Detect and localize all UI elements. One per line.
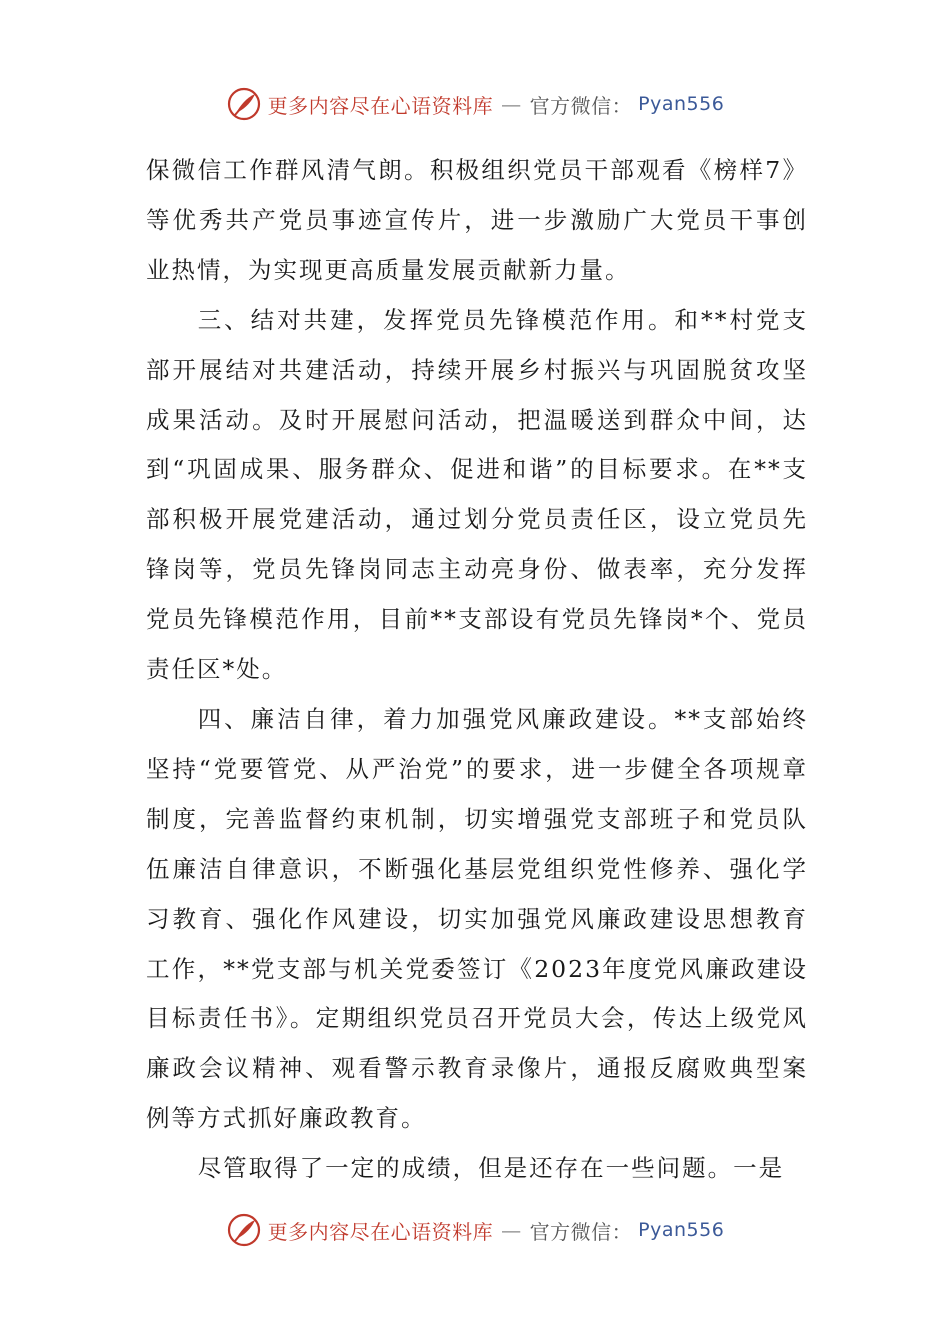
watermark-dash: — — [501, 1218, 522, 1242]
feather-pen-icon — [226, 1212, 262, 1248]
paragraph-1: 保微信工作群风清气朗。积极组织党员干部观看《榜样7》等优秀共产党员事迹宣传片，进一步激励广大党员干事创业热情，为实现更高质量发展贡献新力量。 — [146, 156, 808, 284]
feather-pen-icon — [226, 86, 262, 122]
watermark-wechat-id: Pyan556 — [638, 93, 725, 115]
paragraph-4: 尽管取得了一定的成绩，但是还存在一些问题。一是 — [197, 1154, 785, 1183]
watermark-label: 官方微信： — [529, 93, 633, 118]
watermark-label: 官方微信： — [529, 1219, 633, 1244]
watermark-site-text: 更多内容尽在心语资料库 — [267, 93, 494, 118]
paragraph-3: 四、廉洁自律，着力加强党风廉政建设。**支部始终坚持“党要管党、从严治党”的要求，进一步健全各项规章制度，完善监督约束机制，切实增强党支部班子和党员队伍廉洁自律意识，不断强化基层党组织党性修养、强化学习教育、强化作风建设，切实加强党风廉政建设思想教育工作，**党支部与机关党委签订《2023年度党风廉政建设目标责任书》。定期组织党员召开党员大会，传达上级党风廉政会议精神、观看警示教育录像片，通报反腐败典型案例等方式抓好廉政教育。 — [146, 704, 808, 1133]
paragraph-2: 三、结对共建，发挥党员先锋模范作用。和**村党支部开展结对共建活动，持续开展乡村振兴与巩固脱贫攻坚成果活动。及时开展慰问活动，把温暖送到群众中间，达到“巩固成果、服务群众、促进和谐”的目标要求。在**支部积极开展党建活动，通过划分党员责任区，设立党员先锋岗等，党员先锋岗同志主动亮身份、做表率，充分发挥党员先锋模范作用，目前**支部设有党员先锋岗*个、党员责任区*处。 — [146, 305, 808, 684]
footer-watermark — [0, 1212, 950, 1248]
document-body — [146, 146, 808, 1194]
header-watermark — [0, 86, 950, 122]
watermark-wechat-id: Pyan556 — [638, 1219, 725, 1241]
watermark-site-text: 更多内容尽在心语资料库 — [267, 1219, 494, 1244]
watermark-dash: — — [501, 92, 522, 116]
